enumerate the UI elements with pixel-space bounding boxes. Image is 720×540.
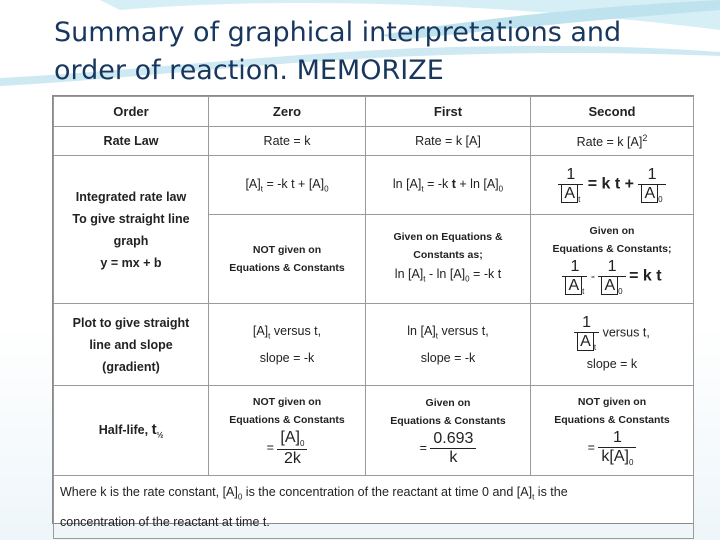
rate-law-second: Rate = k $[A]^2$ xyxy=(531,127,694,156)
rate-law-label: Rate Law xyxy=(54,127,209,156)
half-life-row xyxy=(54,386,694,476)
half-life-first: Given on Equations & Constants = $\frac{0.693}{k}$ xyxy=(366,386,531,476)
integrated-row-a xyxy=(54,156,694,215)
header-zero: Zero xyxy=(209,97,366,127)
plot-second: $\frac{1}{A _t}$ versus t, slope = k xyxy=(531,304,694,386)
plot-label: Plot to give straight line and slope (gradient) xyxy=(54,304,209,386)
half-life-zero: NOT given on Equations & Constants = $\frac{[A]_0}{2k}$ xyxy=(209,386,366,476)
summary-table xyxy=(52,95,694,529)
header-first: First xyxy=(366,97,531,127)
integrated-zero-note: NOT given on Equations & Constants xyxy=(209,215,366,304)
integrated-label: Integrated rate law To give straight line graph y = mx + b xyxy=(54,156,209,304)
slide-title: Summary of graphical interpretations and order of reaction. MEMORIZE xyxy=(54,17,622,86)
rate-law-first: Rate = k [A] xyxy=(366,127,531,156)
half-life-label: Half-life, $t_{\frac{1}{2}}$ xyxy=(54,386,209,476)
rate-law-row xyxy=(54,127,694,156)
integrated-first-note: Given on Equations & Constants as; $\ln [A]_t - \ln [A]_0 = -k$ t xyxy=(366,215,531,304)
footer-note: Where k is the rate constant, $[A]_0$ is the concentration of the reactant at time 0 and $[A]_t$ is the concentration of the reactant at time t. xyxy=(54,476,694,539)
integrated-first-law: $\ln [A]_t = -k$ $t + \ln [A]_0$ xyxy=(366,156,531,215)
header-second: Second xyxy=(531,97,694,127)
plot-row xyxy=(54,304,694,386)
footer-row xyxy=(54,476,694,539)
plot-zero: $[A]_t$ versus t, slope = -k xyxy=(209,304,366,386)
integrated-second-law: $\frac{1}{A _t}$ = k t + $\frac{1}{A _0}$ xyxy=(531,156,694,215)
rate-law-zero: Rate = k xyxy=(209,127,366,156)
plot-first: $\ln [A]_t$ versus t, slope = -k xyxy=(366,304,531,386)
header-order: Order xyxy=(54,97,209,127)
half-life-second: NOT given on Equations & Constants = $\frac{1}{k[A]_0}$ xyxy=(531,386,694,476)
header-row xyxy=(54,97,694,127)
integrated-second-note: Given on Equations & Constants; $\frac{1}{A _t}$ - $\frac{1}{A _0}$ = k t xyxy=(531,215,694,304)
integrated-zero-law: $[A]_t = -k$ $t + [A]_0$ xyxy=(209,156,366,215)
